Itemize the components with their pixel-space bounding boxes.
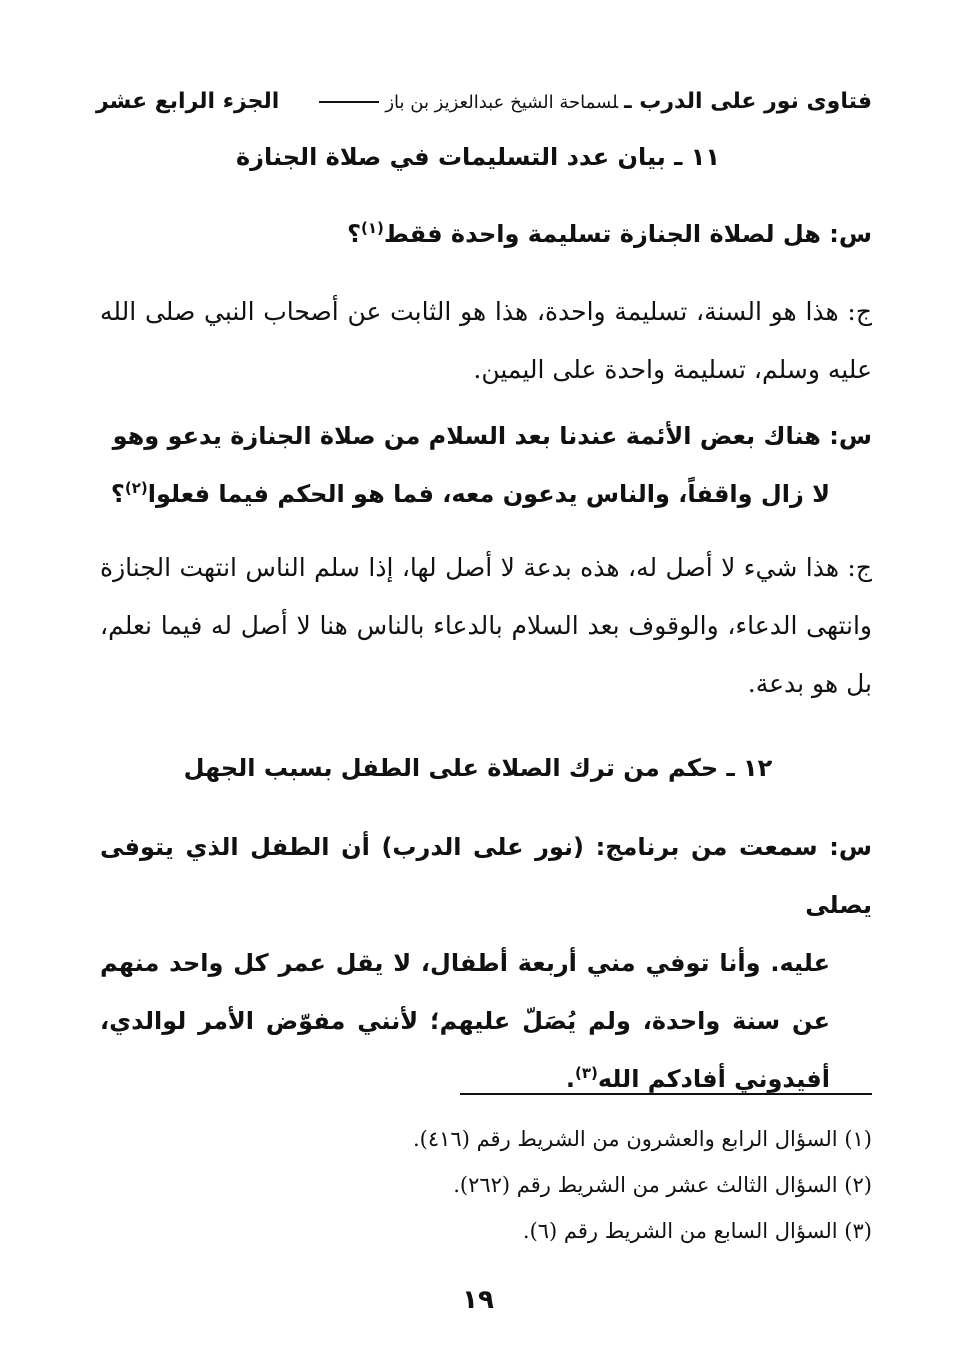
question-line: س: هناك بعض الأئمة عندنا بعد السلام من صلاة الجنازة يدعو وهو (112, 422, 872, 450)
question-end: . (565, 1065, 575, 1093)
footnote-separator (460, 1093, 872, 1095)
question-line (100, 465, 872, 523)
running-header (96, 80, 872, 124)
question-text: لا زال واقفاً، والناس يدعون معه، فما هو الحكم فيما فعلوا (147, 480, 830, 508)
answer-paragraph: ج: هذا هو السنة، تسليمة واحدة، هذا هو الثابت عن أصحاب النبي صلى الله عليه وسلم، تسليمة واحدة على اليمين. (100, 297, 872, 384)
header-rule (319, 101, 379, 103)
question-text: عليه. وأنا توفي مني أربعة أطفال، لا يقل عمر كل واحد منهم عن سنة واحدة، ولم يُصَلّ عليهم؛ لأنني مفوّض الأمر لوالدي، أفيدوني أفادكم الله (100, 949, 830, 1093)
section-heading-11: ١١ ـ بيان عدد التسليمات في صلاة الجنازة (235, 143, 721, 171)
section-heading-12: ١٢ ـ حكم من ترك الصلاة على الطفل بسبب الجهل (183, 754, 773, 782)
footnotes (300, 1116, 872, 1254)
question-mark: ؟ (110, 480, 125, 508)
footnote-ref: (١) (361, 219, 384, 237)
question-line: س: سمعت من برنامج: (نور على الدرب) أن الطفل الذي يتوفى يصلى (100, 833, 872, 919)
book-title (313, 80, 872, 125)
question-continuation (100, 934, 872, 1108)
book-title-text: فتاوى نور على الدرب ـ (624, 89, 872, 114)
question-mark: ؟ (347, 220, 361, 248)
footnote-2: (٢) السؤال الثالث عشر من الشريط رقم (٢٦٢). (453, 1173, 872, 1197)
answer-paragraph: ج: هذا شيء لا أصل له، هذه بدعة لا أصل لها، إذا سلم الناس انتهت الجنازة وانتهى الدعاء، والوقوف بعد السلام بالدعاء بالناس هنا لا أصل له فيما نعلم، بل هو بدعة. (100, 553, 872, 698)
question-paragraph (100, 818, 872, 1108)
footnote-ref: (٢) (124, 479, 148, 497)
page-number: ١٩ (462, 1285, 494, 1315)
author-name: لسماحة الشيخ عبدالعزيز بن باز (385, 92, 619, 113)
question-paragraph (100, 407, 872, 523)
question-paragraph (100, 205, 872, 263)
footnote-ref: (٣) (574, 1064, 598, 1082)
volume-label: الجزء الرابع عشر (96, 89, 280, 114)
footnote-1: (١) السؤال الرابع والعشرون من الشريط رقم (٤١٦). (412, 1127, 872, 1151)
question-text: س: هل لصلاة الجنازة تسليمة واحدة فقط (383, 220, 872, 248)
footnote-3: (٣) السؤال السابع من الشريط رقم (٦). (522, 1219, 872, 1243)
